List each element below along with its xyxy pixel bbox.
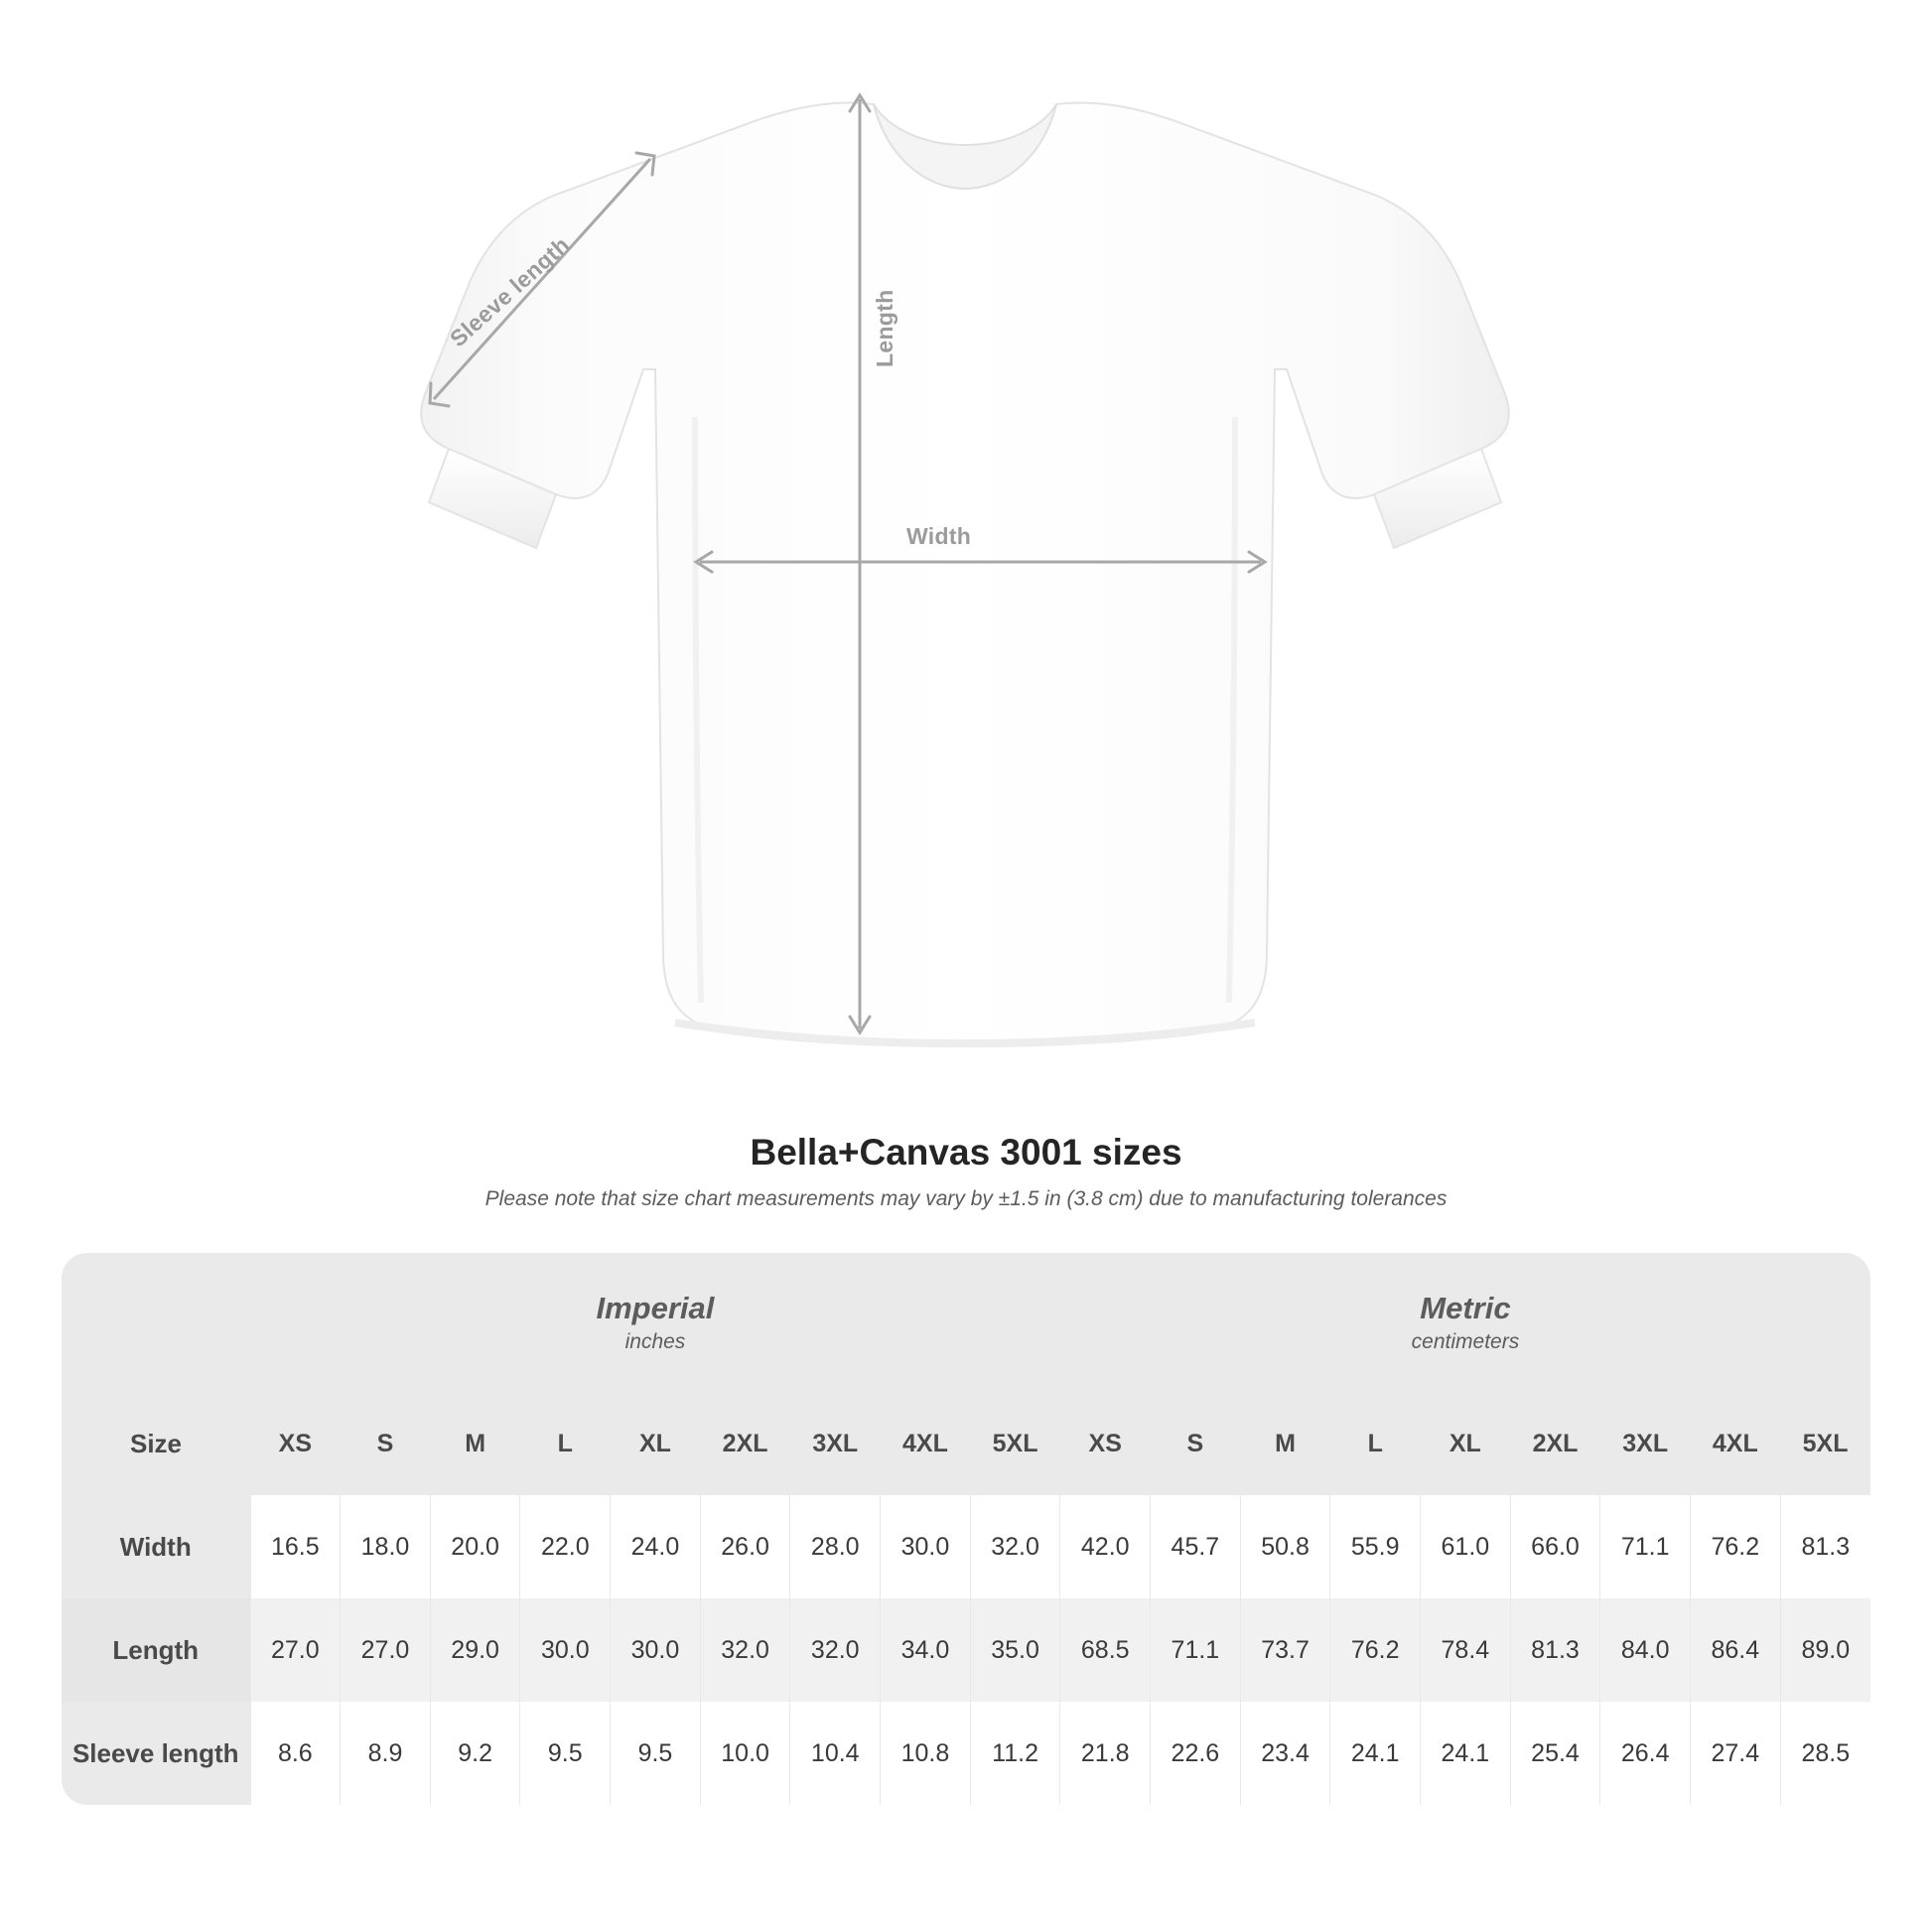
cell-sleeve-metric-l: 24.1 <box>1330 1702 1421 1805</box>
cell-length-metric-m: 73.7 <box>1240 1598 1330 1702</box>
cell-width-metric-xs: 42.0 <box>1060 1495 1151 1598</box>
cell-width-imperial-xl: 24.0 <box>611 1495 701 1598</box>
size-header-imperial-2xl: 2XL <box>700 1392 790 1495</box>
size-header-row <box>62 1392 1870 1495</box>
cell-sleeve-metric-m: 23.4 <box>1240 1702 1330 1805</box>
cell-length-metric-4xl: 86.4 <box>1691 1598 1781 1702</box>
row-label-width: Width <box>62 1495 250 1598</box>
size-header-imperial-5xl: 5XL <box>970 1392 1060 1495</box>
unit-header-row <box>62 1253 1870 1392</box>
cell-sleeve-imperial-3xl: 10.4 <box>790 1702 881 1805</box>
cell-length-imperial-4xl: 34.0 <box>881 1598 971 1702</box>
cell-width-imperial-3xl: 28.0 <box>790 1495 881 1598</box>
unit-group-imperial-sub: inches <box>624 1329 686 1353</box>
size-header-metric-m: M <box>1240 1392 1330 1495</box>
cell-sleeve-metric-xs: 21.8 <box>1060 1702 1151 1805</box>
size-table-container <box>62 1253 1870 1805</box>
unit-group-imperial-name: Imperial <box>596 1291 715 1326</box>
cell-width-metric-3xl: 71.1 <box>1600 1495 1691 1598</box>
size-header-metric-xs: XS <box>1060 1392 1151 1495</box>
cell-width-metric-4xl: 76.2 <box>1691 1495 1781 1598</box>
row-label-sleeve-length: Sleeve length <box>62 1702 250 1805</box>
cell-sleeve-imperial-l: 9.5 <box>520 1702 611 1805</box>
unit-group-metric <box>1060 1253 1870 1392</box>
cell-length-imperial-m: 29.0 <box>430 1598 520 1702</box>
cell-sleeve-imperial-4xl: 10.8 <box>881 1702 971 1805</box>
cell-width-imperial-s: 18.0 <box>341 1495 431 1598</box>
cell-length-imperial-3xl: 32.0 <box>790 1598 881 1702</box>
size-header-metric-xl: XL <box>1421 1392 1511 1495</box>
size-header-metric-4xl: 4XL <box>1691 1392 1781 1495</box>
label-length: Length <box>872 289 897 367</box>
cell-sleeve-imperial-xs: 8.6 <box>250 1702 341 1805</box>
size-header-metric-5xl: 5XL <box>1780 1392 1870 1495</box>
cell-length-imperial-xs: 27.0 <box>250 1598 341 1702</box>
cell-sleeve-metric-3xl: 26.4 <box>1600 1702 1691 1805</box>
cell-sleeve-metric-4xl: 27.4 <box>1691 1702 1781 1805</box>
size-header-imperial-l: L <box>520 1392 611 1495</box>
cell-width-imperial-l: 22.0 <box>520 1495 611 1598</box>
size-header-imperial-3xl: 3XL <box>790 1392 881 1495</box>
cell-length-metric-l: 76.2 <box>1330 1598 1421 1702</box>
page-title: Bella+Canvas 3001 sizes <box>750 1132 1182 1173</box>
size-header-label: Size <box>62 1392 250 1495</box>
cell-length-imperial-2xl: 32.0 <box>700 1598 790 1702</box>
cell-sleeve-imperial-m: 9.2 <box>430 1702 520 1805</box>
cell-length-imperial-l: 30.0 <box>520 1598 611 1702</box>
cell-length-metric-s: 71.1 <box>1151 1598 1241 1702</box>
size-header-metric-l: L <box>1330 1392 1421 1495</box>
table-row <box>62 1702 1870 1805</box>
size-header-imperial-xs: XS <box>250 1392 341 1495</box>
size-table <box>62 1253 1870 1805</box>
cell-width-metric-m: 50.8 <box>1240 1495 1330 1598</box>
cell-width-imperial-4xl: 30.0 <box>881 1495 971 1598</box>
size-header-metric-2xl: 2XL <box>1510 1392 1600 1495</box>
cell-sleeve-metric-5xl: 28.5 <box>1780 1702 1870 1805</box>
row-label-length: Length <box>62 1598 250 1702</box>
cell-sleeve-imperial-s: 8.9 <box>341 1702 431 1805</box>
cell-length-metric-3xl: 84.0 <box>1600 1598 1691 1702</box>
table-row <box>62 1495 1870 1598</box>
cell-length-imperial-xl: 30.0 <box>611 1598 701 1702</box>
tolerance-note: Please note that size chart measurements may vary by ±1.5 in (3.8 cm) due to manufacturing tolerances <box>484 1187 1448 1210</box>
title-block <box>0 1132 1932 1211</box>
cell-sleeve-imperial-xl: 9.5 <box>611 1702 701 1805</box>
label-width: Width <box>906 523 972 549</box>
unit-group-metric-sub: centimeters <box>1411 1329 1520 1353</box>
unit-blank-cell <box>62 1253 250 1392</box>
size-header-metric-3xl: 3XL <box>1600 1392 1691 1495</box>
size-header-imperial-4xl: 4XL <box>881 1392 971 1495</box>
size-header-metric-s: S <box>1151 1392 1241 1495</box>
cell-length-imperial-5xl: 35.0 <box>970 1598 1060 1702</box>
table-row <box>62 1598 1870 1702</box>
cell-length-metric-xs: 68.5 <box>1060 1598 1151 1702</box>
cell-width-metric-xl: 61.0 <box>1421 1495 1511 1598</box>
cell-sleeve-metric-2xl: 25.4 <box>1510 1702 1600 1805</box>
size-header-imperial-xl: XL <box>611 1392 701 1495</box>
unit-group-imperial <box>250 1253 1060 1392</box>
size-header-imperial-s: S <box>341 1392 431 1495</box>
cell-sleeve-metric-xl: 24.1 <box>1421 1702 1511 1805</box>
size-header-imperial-m: M <box>430 1392 520 1495</box>
cell-length-metric-5xl: 89.0 <box>1780 1598 1870 1702</box>
cell-length-metric-2xl: 81.3 <box>1510 1598 1600 1702</box>
cell-sleeve-imperial-5xl: 11.2 <box>970 1702 1060 1805</box>
cell-width-imperial-xs: 16.5 <box>250 1495 341 1598</box>
cell-width-metric-s: 45.7 <box>1151 1495 1241 1598</box>
cell-width-imperial-2xl: 26.0 <box>700 1495 790 1598</box>
cell-length-imperial-s: 27.0 <box>341 1598 431 1702</box>
cell-sleeve-imperial-2xl: 10.0 <box>700 1702 790 1805</box>
cell-sleeve-metric-s: 22.6 <box>1151 1702 1241 1805</box>
cell-width-imperial-m: 20.0 <box>430 1495 520 1598</box>
label-sleeve-length: Sleeve length <box>445 231 575 352</box>
cell-length-metric-xl: 78.4 <box>1421 1598 1511 1702</box>
unit-group-metric-name: Metric <box>1420 1291 1511 1326</box>
tshirt-body <box>421 103 1509 1046</box>
cell-width-metric-2xl: 66.0 <box>1510 1495 1600 1598</box>
cell-width-imperial-5xl: 32.0 <box>970 1495 1060 1598</box>
cell-width-metric-5xl: 81.3 <box>1780 1495 1870 1598</box>
cell-width-metric-l: 55.9 <box>1330 1495 1421 1598</box>
